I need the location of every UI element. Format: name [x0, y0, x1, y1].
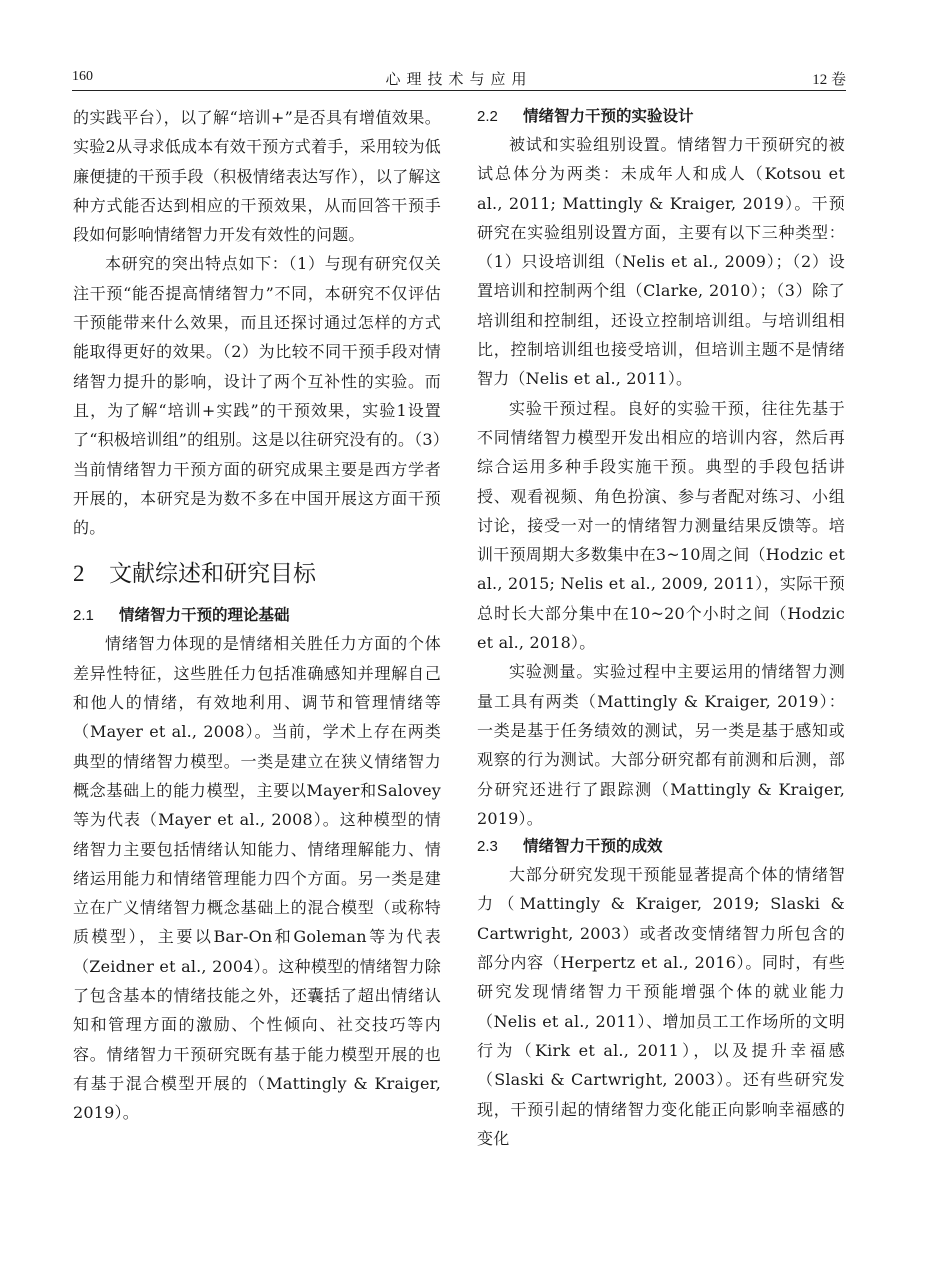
right-column [477, 103, 845, 1153]
paragraph-subjects: 被试和实验组别设置。情绪智力干预研究的被试总体分为两类：未成年人和成人（Kotsou et al., 2011; Mattingly & Kraiger, 2019）。干预研究在实验组别设置方面，主要有以下三种类型：（1）只设培训组（Nelis et al., 2009）；（2）设置培训和控制两个组（Clarke, 2010）；（3）除了培训组和控制组，还设立控制培训组。与培训组相比，控制培训组也接受培训，但培训主题不是情绪智力（Nelis et al., 2011）。 [477, 135, 845, 389]
paragraph-continuation: 的实践平台），以了解“培训+”是否具有增值效果。实验2从寻求低成本有效干预方式着手，采用较为低廉便捷的干预手段（积极情绪表达写作），以了解这种方式能否达到相应的干预效果，从而回答干预手段如何影响情绪智力开发有效性的问题。 [73, 108, 441, 245]
paragraph-theory: 情绪智力体现的是情绪相关胜任力方面的个体差异性特征，这些胜任力包括准确感知并理解自己和他人的情绪，有效地利用、调节和管理情绪等（Mayer et al., 2008）。当前，学术上存在两类典型的情绪智力模型。一类是建立在狭义情绪智力概念基础上的能力模型，主要以Mayer和Salovey等为代表（Mayer et al., 2008）。这种模型的情绪智力主要包括情绪认知能力、情绪理解能力、情绪运用能力和情绪管理能力四个方面。另一类是建立在广义情绪智力概念基础上的混合模型（或称特质模型），主要以Bar-On和Goleman等为代表（Zeidner et al., 2004）。这种模型的情绪智力除了包含基本的情绪技能之外，还囊括了超出情绪认知和管理方面的激励、个性倾向、社交技巧等内容。情绪智力干预研究既有基于能力模型开展的也有基于混合模型开展的（Mattingly & Kraiger, 2019）。 [73, 634, 441, 1123]
section-title: 文献综述和研究目标 [109, 561, 316, 588]
subsection-number: 2.3 [477, 838, 498, 856]
section-heading [73, 558, 441, 590]
subsection-number: 2.1 [73, 607, 94, 625]
subsection-title: 情绪智力干预的理论基础 [119, 606, 290, 625]
paragraph-measurement: 实验测量。实验过程中主要运用的情绪智力测量工具有两类（Mattingly & Kraiger, 2019）：一类是基于任务绩效的测试，另一类是基于感知或观察的行为测试。大部分研究都有前测和后测，部分研究还进行了跟踪测（Mattingly & Kraiger, 2019）。 [477, 662, 845, 828]
subsection-title: 情绪智力干预的实验设计 [523, 107, 694, 125]
running-header [72, 64, 846, 91]
journal-title: 心理技术与应用 [385, 72, 533, 88]
subsection-heading-2-2 [477, 103, 845, 130]
subsection-heading-2-3 [477, 833, 845, 860]
page-number: 160 [72, 69, 93, 84]
subsection-number: 2.2 [477, 108, 498, 125]
subsection-title: 情绪智力干预的成效 [523, 837, 663, 856]
volume-label: 12 卷 [812, 72, 846, 88]
paragraph-effects: 大部分研究发现干预能显著提高个体的情绪智力（Mattingly & Kraiger, 2019; Slaski & Cartwright, 2003）或者改变情绪智力所包含的部分内容（Herpertz et al., 2016）。同时，有些研究发现情绪智力干预能增强个体的就业能力（Nelis et al., 2011）、增加员工工作场所的文明行为（Kirk et al., 2011），以及提升幸福感（Slaski & Cartwright, 2003）。还有些研究发现，干预引起的情绪智力变化能正向影响幸福感的变化 [477, 865, 845, 1148]
section-number: 2 [73, 561, 85, 587]
subsection-heading-2-1 [73, 602, 441, 629]
left-column [73, 103, 441, 1128]
paragraph-features: 本研究的突出特点如下：（1）与现有研究仅关注干预“能否提高情绪智力”不同，本研究不仅评估干预能带来什么效果，而且还探讨通过怎样的方式能取得更好的效果。（2）为比较不同干预手段对情绪智力提升的影响，设计了两个互补性的实验。而且，为了解“培训+实践”的干预效果，实验1设置了“积极培训组”的组别。这是以往研究没有的。（3）当前情绪智力干预方面的研究成果主要是西方学者开展的，本研究是为数不多在中国开展这方面干预的。 [73, 254, 441, 538]
paragraph-process: 实验干预过程。良好的实验干预，往往先基于不同情绪智力模型开发出相应的培训内容，然后再综合运用多种手段实施干预。典型的手段包括讲授、观看视频、角色扮演、参与者配对练习、小组讨论，接受一对一的情绪智力测量结果反馈等。培训干预周期大多数集中在3~10周之间（Hodzic et al., 2015; Nelis et al., 2009, 2011），实际干预总时长大部分集中在10~20个小时之间（Hodzic et al., 2018）。 [477, 398, 845, 653]
